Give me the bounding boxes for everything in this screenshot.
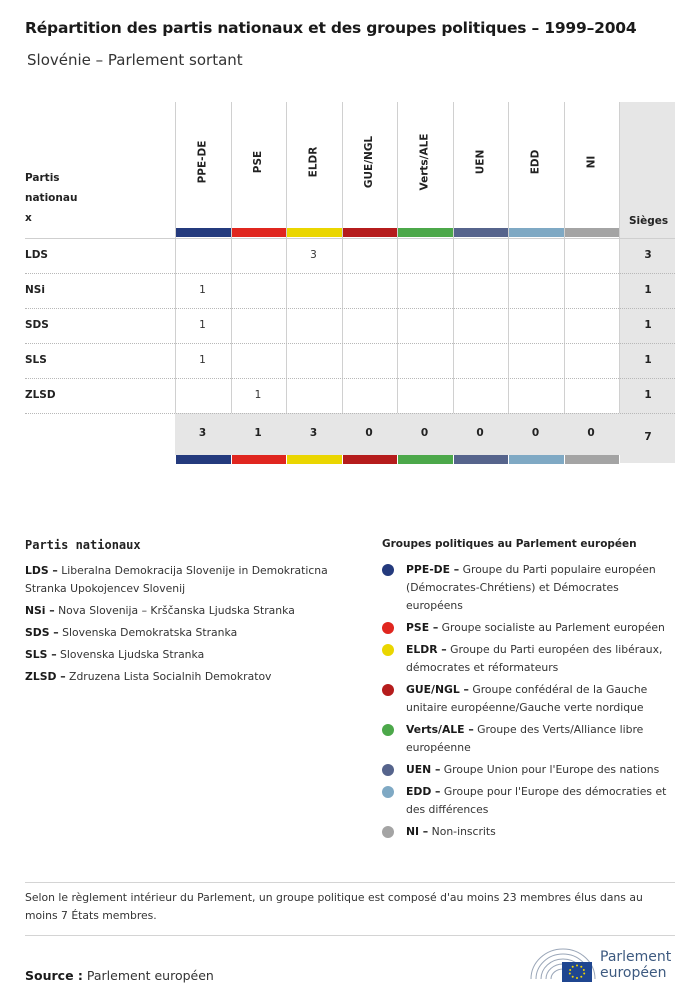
party-legend-item	[25, 562, 345, 598]
group-total: 0	[587, 427, 595, 439]
group-header-label: NI	[584, 155, 597, 169]
group-color-bar	[232, 455, 287, 464]
logo-line-2: européen	[600, 965, 667, 981]
group-total: 0	[420, 427, 429, 439]
group-header	[564, 102, 619, 222]
party-name: Nova Slovenija – Krščanska Ljudska Stranka	[54, 604, 295, 617]
party-name: Liberalna Demokracija Slovenije in Demokraticna Stranka Upokojencev Slovenij	[25, 564, 328, 595]
group-name: Groupe du Parti populaire européen (Démocrates-Chrétiens) et Démocrates européens	[406, 563, 656, 612]
party-legend-item	[25, 668, 345, 686]
group-abbr: Verts/ALE –	[406, 723, 474, 736]
group-legend-item	[382, 721, 677, 757]
group-color-bar	[343, 228, 398, 237]
group-color-dot-icon	[382, 724, 394, 736]
group-color-bar	[343, 455, 398, 464]
party-name: Slovenska Demokratska Stranka	[58, 626, 238, 639]
group-color-dot-icon	[382, 684, 394, 696]
page-title: Répartition des partis nationaux et des groupes politiques – 1999–2004	[25, 19, 637, 37]
seat-count-cell: 1	[199, 284, 206, 296]
source-value: Parlement européen	[86, 968, 214, 983]
logo-line-1: Parlement	[600, 949, 672, 965]
group-header	[286, 102, 341, 222]
group-color-bar	[565, 228, 620, 237]
group-color-dot-icon	[382, 564, 394, 576]
source-label: Source :	[25, 968, 83, 983]
seat-count-cell: 1	[199, 319, 206, 331]
group-color-bar	[398, 455, 453, 464]
group-header-label: GUE/NGL	[363, 135, 375, 189]
divider	[25, 882, 675, 883]
parties-legend-title: Partis nationaux	[25, 538, 141, 552]
group-header-label: ELDR	[307, 146, 320, 178]
row-divider	[25, 343, 675, 344]
group-color-dot-icon	[382, 786, 394, 798]
party-abbr: SLS –	[25, 648, 57, 661]
seats-column-header: Sièges	[629, 215, 669, 227]
group-color-bar	[287, 455, 342, 464]
party-name: Zdruzena Lista Socialnih Demokratov	[65, 670, 272, 683]
group-header-label: PSE	[252, 150, 264, 174]
group-name: Groupe du Parti européen des libéraux, démocrates et réformateurs	[406, 643, 663, 674]
group-color-bar	[454, 455, 509, 464]
group-header	[397, 102, 452, 222]
group-color-bar	[398, 228, 453, 237]
group-legend-item	[382, 641, 677, 677]
party-legend-item	[25, 602, 345, 620]
logo-text	[600, 949, 671, 981]
seat-count-cell: 1	[199, 354, 206, 366]
group-abbr: PPE-DE –	[406, 563, 460, 576]
party-row-label: LDS	[25, 249, 48, 261]
party-legend-item	[25, 646, 345, 664]
group-header	[231, 102, 286, 222]
group-total: 0	[365, 427, 373, 439]
group-legend-item	[382, 619, 677, 637]
group-color-dot-icon	[382, 622, 394, 634]
group-header-label: PPE-DE	[196, 140, 209, 184]
group-total: 3	[198, 427, 207, 439]
party-row-label: SLS	[25, 354, 47, 366]
parliament-logo	[528, 945, 678, 985]
group-color-bar	[509, 228, 564, 237]
group-color-bar	[509, 455, 564, 464]
group-name: Groupe des Verts/Alliance libre européenne	[406, 723, 644, 754]
party-total-seats: 3	[644, 249, 652, 261]
group-header	[342, 102, 397, 222]
party-abbr: LDS –	[25, 564, 58, 577]
row-divider	[25, 273, 675, 274]
group-color-dot-icon	[382, 826, 394, 838]
group-legend-item	[382, 561, 677, 615]
party-abbr: NSi –	[25, 604, 55, 617]
parties-legend	[25, 562, 345, 690]
header-divider	[25, 238, 675, 239]
group-color-dot-icon	[382, 764, 394, 776]
party-abbr: ZLSD –	[25, 670, 66, 683]
party-total-seats: 1	[644, 319, 652, 331]
group-header	[508, 102, 563, 222]
group-color-dot-icon	[382, 644, 394, 656]
party-row-label: NSi	[25, 284, 45, 296]
group-header	[453, 102, 508, 222]
group-header-label: Verts/ALE	[418, 133, 431, 191]
group-name: Non-inscrits	[428, 825, 496, 838]
seat-count-cell: 3	[310, 249, 317, 261]
group-name: Groupe pour l'Europe des démocraties et des différences	[406, 785, 667, 816]
hemicycle-icon	[528, 945, 598, 985]
group-total: 0	[476, 427, 484, 439]
row-divider	[25, 308, 675, 309]
group-color-bar	[176, 228, 231, 237]
group-legend-item	[382, 823, 677, 841]
party-abbr: SDS –	[25, 626, 59, 639]
group-abbr: GUE/NGL –	[406, 683, 469, 696]
group-legend-item	[382, 783, 677, 819]
group-abbr: EDD –	[406, 785, 441, 798]
group-header	[175, 102, 230, 222]
group-legend-item	[382, 681, 677, 717]
partis-column-header: Partis nationau x	[25, 172, 78, 224]
grand-total-seats: 7	[644, 431, 652, 443]
group-name: Groupe socialiste au Parlement européen	[438, 621, 665, 634]
page-subtitle: Slovénie – Parlement sortant	[27, 51, 243, 69]
group-header-label: UEN	[474, 149, 486, 175]
group-header-label: EDD	[529, 149, 542, 175]
group-total: 0	[531, 427, 540, 439]
seats-column-bg	[620, 102, 675, 463]
row-divider	[25, 378, 675, 379]
group-total: 1	[254, 427, 262, 439]
group-color-bar	[176, 455, 231, 464]
party-legend-item	[25, 624, 345, 642]
party-total-seats: 1	[644, 354, 652, 366]
group-color-bar	[287, 228, 342, 237]
group-name: Groupe confédéral de la Gauche unitaire européenne/Gauche verte nordique	[406, 683, 648, 714]
group-abbr: PSE –	[406, 621, 439, 634]
footnote: Selon le règlement intérieur du Parlement, un groupe politique est composé d'au moins 23 membres élus dans au moins 7 États membres.	[25, 891, 643, 922]
groups-legend-title: Groupes politiques au Parlement européen	[382, 538, 637, 550]
group-name: Groupe Union pour l'Europe des nations	[440, 763, 660, 776]
group-abbr: NI –	[406, 825, 429, 838]
distribution-table	[25, 102, 675, 463]
groups-legend	[382, 561, 677, 845]
divider	[25, 935, 675, 936]
source-line	[25, 968, 214, 983]
group-abbr: UEN –	[406, 763, 441, 776]
group-color-bar	[565, 455, 620, 464]
seat-count-cell: 1	[254, 389, 262, 401]
party-total-seats: 1	[644, 389, 652, 401]
party-total-seats: 1	[644, 284, 652, 296]
row-divider	[25, 413, 675, 414]
party-row-label: ZLSD	[25, 389, 56, 401]
party-name: Slovenska Ljudska Stranka	[56, 648, 205, 661]
group-legend-item	[382, 761, 677, 779]
group-total: 3	[309, 427, 318, 439]
party-row-label: SDS	[25, 319, 49, 331]
group-abbr: ELDR –	[406, 643, 447, 656]
group-color-bar	[232, 228, 287, 237]
group-color-bar	[454, 228, 509, 237]
